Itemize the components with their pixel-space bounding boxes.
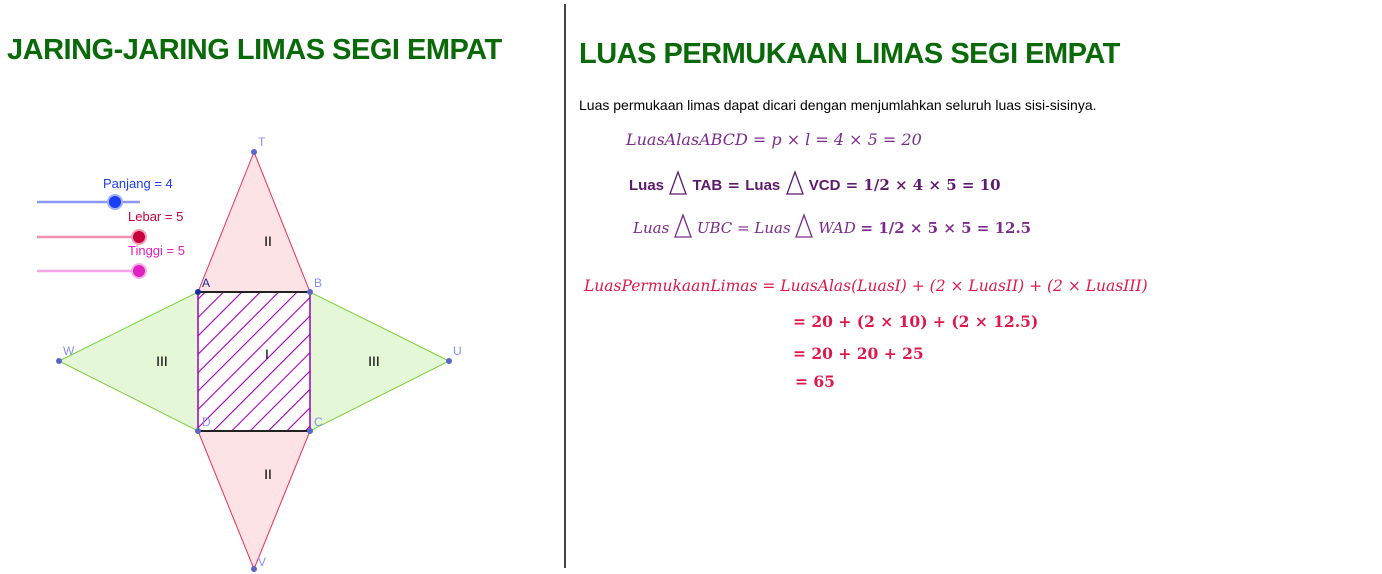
formula2-tri1: TAB	[692, 177, 723, 194]
triangle-wad[interactable]	[59, 292, 198, 431]
point-v[interactable]	[251, 566, 257, 572]
slider-handle-panjang[interactable]	[108, 195, 122, 209]
formula2-tri2: VCD	[808, 177, 841, 194]
formula-total-line4: = 65	[795, 372, 835, 391]
triangle-icon	[786, 170, 804, 196]
net-title: JARING-JARING LIMAS SEGI EMPAT	[7, 34, 502, 66]
region-label-right: III	[368, 353, 380, 369]
formula3-luas1: Luas	[633, 219, 670, 237]
region-label-left: III	[156, 353, 168, 369]
triangle-icon	[674, 213, 692, 239]
triangle-vcd[interactable]	[198, 431, 310, 569]
surface-area-title: LUAS PERMUKAAN LIMAS SEGI EMPAT	[579, 38, 1120, 70]
region-label-base: I	[265, 346, 269, 362]
point-label-c: C	[314, 415, 323, 429]
formula-base-area: LuasAlasABCD = p × l = 4 × 5 = 20	[626, 130, 922, 149]
region-label-top: II	[264, 233, 272, 249]
triangle-tab[interactable]	[198, 152, 310, 292]
point-label-b: B	[314, 276, 323, 290]
slider-label-tinggi: Tinggi = 5	[128, 243, 185, 258]
triangle-icon	[669, 170, 687, 196]
pyramid-net-diagram	[0, 0, 564, 574]
slider-handle-lebar[interactable]	[132, 230, 146, 244]
point-label-w: W	[63, 344, 75, 358]
point-d[interactable]	[195, 428, 201, 434]
intro-text: Luas permukaan limas dapat dicari dengan menjumlahkan seluruh luas sisi-sisinya.	[579, 97, 1097, 113]
formula2-luas2: Luas	[745, 177, 781, 194]
point-c[interactable]	[307, 428, 313, 434]
point-label-u: U	[453, 344, 462, 358]
point-label-d: D	[202, 415, 211, 429]
point-u[interactable]	[446, 358, 452, 364]
point-t[interactable]	[251, 149, 257, 155]
base-square-abcd[interactable]	[198, 292, 310, 431]
formula3-rest: = 1/2 × 5 × 5 = 12.5	[860, 219, 1032, 237]
formula3-tri1: UBC	[696, 219, 733, 237]
formula3-eq1: =	[737, 219, 750, 237]
point-label-a: A	[202, 276, 211, 290]
panel-divider	[564, 4, 566, 568]
formula-triangle-ubc-wad	[633, 213, 1031, 239]
slider-label-lebar: Lebar = 5	[128, 209, 184, 224]
point-label-t: T	[258, 135, 266, 149]
formula-total-line3: = 20 + 20 + 25	[793, 344, 924, 363]
formula2-eq1: =	[727, 176, 741, 194]
formula-triangle-tab-vcd	[629, 170, 1001, 196]
point-a[interactable]	[195, 289, 201, 295]
region-label-bottom: II	[264, 466, 272, 482]
formula3-tri2: WAD	[818, 219, 856, 237]
formula2-luas1: Luas	[629, 177, 665, 194]
point-label-v: V	[258, 555, 267, 569]
slider-label-panjang: Panjang = 4	[103, 176, 173, 191]
point-w[interactable]	[56, 358, 62, 364]
slider-handle-tinggi[interactable]	[132, 264, 146, 278]
formula-total-line2: = 20 + (2 × 10) + (2 × 12.5)	[793, 312, 1039, 331]
triangle-icon	[795, 213, 813, 239]
formula-total-line1: LuasPermukaanLimas = LuasAlas(LuasI) + (2 × LuasII) + (2 × LuasIII)	[584, 277, 1148, 295]
formula3-luas2: Luas	[754, 219, 791, 237]
point-b[interactable]	[307, 289, 313, 295]
formula2-rest: = 1/2 × 4 × 5 = 10	[845, 176, 1001, 194]
